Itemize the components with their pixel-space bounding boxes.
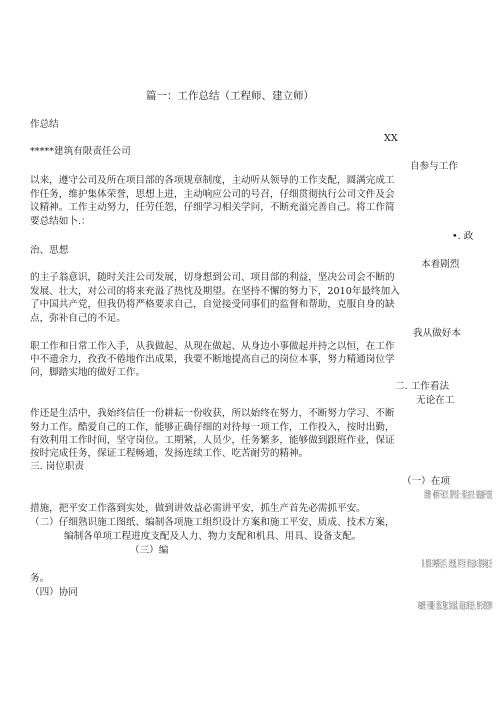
paragraph-line: （二）仔细熟识施工图纸、编制各项施工组织设计方案和施工平安、质成、技术方案， xyxy=(30,517,395,528)
paragraph-line: 职工作和日常工作入手，从我做起、从现在做起、从身边小事做起并持之以恒，在工作 xyxy=(30,341,395,352)
paragraph-line: 中不遗余力，孜孜不倦地作出成果，我要不断地提高自己的岗位本事，努力精通岗位学 xyxy=(30,354,395,365)
section-heading-politics: •. 政 xyxy=(452,231,474,242)
document-title: 篇一：工作总结（工程师、建立师） xyxy=(146,90,314,102)
paragraph-line: 的主子翁意识，随时关注公司发展，切身想到公司、项目部的利益，坚决公司会不断的 xyxy=(30,272,395,283)
paragraph-line: 发展、壮大，对公司的将来充溢了热忱及期望。在坚持不懈的努力下，2010年最终加入 xyxy=(30,286,400,297)
paragraph-line: （三）编 xyxy=(130,545,169,556)
paragraph-line: 按时完成任务，保证工程畅通，发扬连续工作、吃苦耐劳的精神。 xyxy=(30,448,309,459)
section-heading-attitude: 二. 工作看法 xyxy=(395,381,450,392)
paragraph-line: 措施，把平安工作落到实处，做到讲效益必需讲平安，抓生产首先必需抓平安。 xyxy=(30,503,366,514)
paragraph-line: 以来，遵守公司及所在项目部的各项规章制度，主动听从领导的工作支配，圆满完成工 xyxy=(30,175,395,186)
paragraph-line: 了中国共产党，但我仍将严格要求自己，自觉接受同事们的监督和帮助，克服自身的缺 xyxy=(30,299,395,310)
paragraph-line: 有效利用工作时间，坚守岗位。工期紧，人员少，任务繁多，能够做到跟班作业，保证 xyxy=(30,435,395,446)
author-placeholder: XX xyxy=(384,133,398,144)
paragraph-line: （四）协同 xyxy=(30,587,78,598)
section-heading-politics: 治、思想 xyxy=(30,245,69,256)
paragraph-line: 自参与工作 xyxy=(410,161,458,172)
company-name: *****建筑有限责任公司 xyxy=(30,146,131,157)
paragraph-line: 无论在工 xyxy=(416,395,455,406)
paragraph-line: 我从做好本 xyxy=(413,328,461,339)
paragraph-line: 议精神。工作主动努力，任劳任怨，仔细学习相关学问，不断充溢完善自己。将工作简 xyxy=(30,202,395,213)
heading-summary: 作总结 xyxy=(30,119,59,130)
paragraph-line: 目经理的「•脆领导下开展工作，贯彻平安第一、预防为主的方针，按规定搞好平安防范 xyxy=(424,490,493,501)
paragraph-line: 本着剧烈 xyxy=(421,259,460,270)
paragraph-line: 三. 岗位职责 xyxy=(30,461,85,472)
section-heading-duties: （一）在项 xyxy=(402,476,450,487)
paragraph-line: 作还是生活中，我始终信任一份耕耘一份收获，所以始终在努力，不断努力学习、不断 xyxy=(30,408,395,419)
paragraph-line: 制、组织各工种按期开会学习，合理支配、科学引导、顺当完成本工程的各项施工任 xyxy=(422,559,492,570)
paragraph-line: 务。 xyxy=(30,573,50,584)
paragraph-line: 编制各单项工程进度支配及人力、物力支配和机具、用具、设备支配。 xyxy=(64,531,362,542)
paragraph-line: 项H经理、仔细履行《建设工程施工合同3条款，保证施工顺当进行，维护公司的信誉和 xyxy=(418,601,493,612)
paragraph-line: 点，弥补自己的不足。 xyxy=(30,313,126,324)
paragraph-line: 作任务，维护集体荣誉，思想上进，主动响应公司的号召，仔细贯彻执行公司文件及会 xyxy=(30,189,395,200)
paragraph-line: 问，脚踏实地的做好工作。 xyxy=(30,367,146,378)
paragraph-line: 努力工作。酷爱自己的工作，能够正确仔细的对待每一项工作，工作投入，按时出勤， xyxy=(30,422,395,433)
paragraph-line: 要总结如卜.： xyxy=(30,216,91,227)
